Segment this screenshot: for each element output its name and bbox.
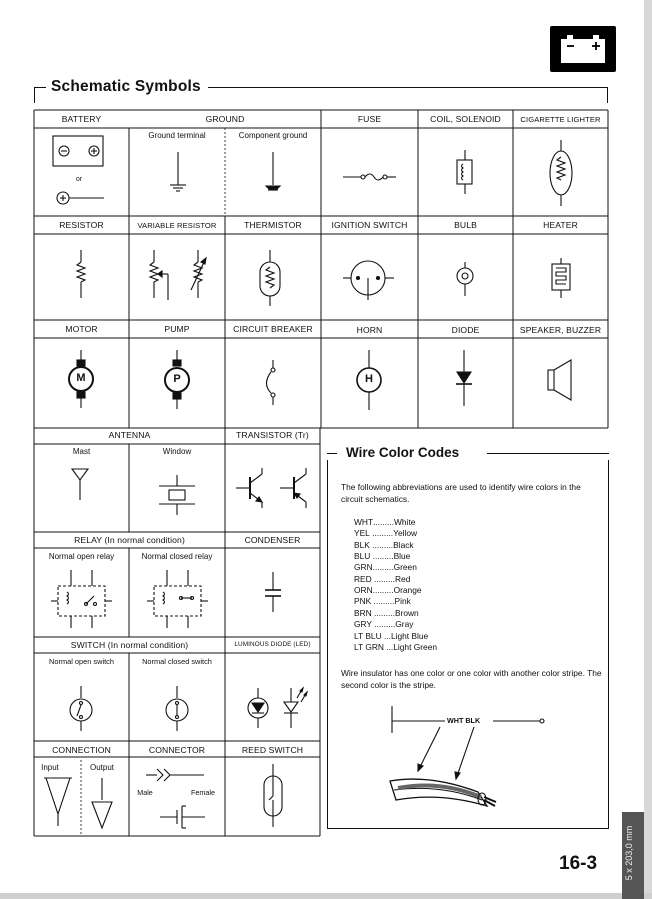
wire-code-row xyxy=(354,562,417,572)
luminous-diode-icon xyxy=(248,688,307,728)
relay-closed-icon xyxy=(147,570,208,628)
label-switch-open: Normal open switch xyxy=(49,657,114,666)
wire-code-dots: ......... xyxy=(371,573,395,584)
circuit-breaker-icon xyxy=(267,360,276,405)
label-connection-output: Output xyxy=(89,763,114,772)
wire-code-name: Blue xyxy=(393,551,411,562)
wire-code-name: Red xyxy=(394,573,411,584)
wire-code-dots: ......... xyxy=(369,528,394,539)
bulb-icon xyxy=(457,262,473,296)
switch-open-icon xyxy=(70,686,92,731)
transistor-icon xyxy=(236,468,306,508)
motor-letter: M xyxy=(76,372,86,384)
label-horn: HORN xyxy=(356,325,383,335)
label-antenna: ANTENNA xyxy=(108,430,151,440)
label-connector-male: Male xyxy=(137,788,153,797)
label-cigarette-lighter: CIGARETTE LIGHTER xyxy=(520,115,601,124)
wire-code-row xyxy=(354,608,419,618)
wire-code-dots: ......... xyxy=(372,585,394,596)
heater-icon xyxy=(552,258,570,298)
wire-code-dots: ......... xyxy=(372,619,396,630)
connection-output-icon xyxy=(92,778,112,828)
wire-code-name: Light Blue xyxy=(390,630,429,641)
label-luminous-diode: LUMINOUS DIODE (LED) xyxy=(234,641,311,648)
wire-color-intro: The following abbreviations are used to identify wire colors in the circuit schematics. xyxy=(341,482,581,504)
wire-code-name: Brown xyxy=(394,607,419,618)
label-variable-resistor: VARIABLE RESISTOR xyxy=(137,221,217,230)
wire-code-abbr: BLK xyxy=(354,539,370,550)
diode-icon xyxy=(456,350,472,406)
wire-code-row xyxy=(354,585,422,595)
wire-code-dots: ......... xyxy=(369,539,394,550)
wire-code-abbr: BLU xyxy=(354,551,371,562)
label-fuse: FUSE xyxy=(357,114,382,124)
wire-code-abbr: LT BLU xyxy=(354,630,382,641)
label-relay-closed: Normal closed relay xyxy=(141,552,213,561)
wire-code-row xyxy=(354,619,413,629)
wire-code-row xyxy=(354,551,410,561)
wire-code-name: Black xyxy=(393,539,414,550)
wire-code-dots: ... xyxy=(381,630,391,641)
wire-code-dots: ......... xyxy=(372,562,394,573)
wire-code-abbr: BRN xyxy=(354,607,372,618)
label-heater: HEATER xyxy=(543,220,578,230)
connector-icon xyxy=(146,769,205,828)
label-antenna-window: Window xyxy=(162,447,192,456)
label-switch-closed: Normal closed switch xyxy=(142,657,212,666)
label-battery-or: or xyxy=(75,176,83,183)
label-coil-solenoid: COIL, SOLENOID xyxy=(430,114,501,124)
wire-code-dots: ... xyxy=(383,641,394,652)
wire-code-name: Green xyxy=(393,562,417,573)
wire-code-row xyxy=(354,631,428,641)
wire-code-abbr: ORN xyxy=(354,585,373,596)
wire-code-abbr: YEL xyxy=(354,528,370,539)
variable-resistor-icon xyxy=(150,250,206,300)
page-number: 16-3 xyxy=(559,853,598,874)
connection-input-icon xyxy=(44,778,72,826)
label-connection-input: Input xyxy=(41,763,59,772)
antenna-window-icon xyxy=(159,475,195,515)
label-reed-switch: REED SWITCH xyxy=(241,745,304,755)
wire-code-name: Gray xyxy=(395,619,414,630)
label-battery: BATTERY xyxy=(61,114,102,124)
page-edge-bottom xyxy=(0,893,652,899)
wire-code-row xyxy=(354,596,411,606)
wire-code-abbr: GRY xyxy=(354,619,372,630)
wire-code-dots: ......... xyxy=(370,551,394,562)
ground-terminal-icon xyxy=(170,152,186,191)
resistor-icon xyxy=(77,250,85,298)
label-pump: PUMP xyxy=(164,324,190,334)
label-relay-open: Normal open relay xyxy=(48,552,115,561)
battery-alt-symbol-icon xyxy=(57,192,104,204)
label-circuit-breaker: CIRCUIT BREAKER xyxy=(233,324,313,334)
label-ground-terminal: Ground terminal xyxy=(148,131,206,140)
reed-switch-icon xyxy=(264,764,282,827)
label-ignition-switch: IGNITION SWITCH xyxy=(331,220,408,230)
wire-code-abbr: WHT xyxy=(354,517,374,527)
relay-open-icon xyxy=(51,570,112,628)
label-speaker-buzzer: SPEAKER, BUZZER xyxy=(519,325,602,335)
label-connector-female: Female xyxy=(191,788,215,797)
label-transistor: TRANSISTOR (Tr) xyxy=(236,430,309,440)
label-thermistor: THERMISTOR xyxy=(244,220,302,230)
ignition-switch-icon xyxy=(343,261,394,300)
side-caption: 5 x 203,0 mm xyxy=(624,825,634,881)
coil-solenoid-icon xyxy=(457,150,472,194)
wire-code-row xyxy=(354,642,437,652)
wire-code-dots: ......... xyxy=(371,596,395,607)
wire-code-row xyxy=(354,574,410,584)
wire-code-dots: ......... xyxy=(373,517,395,527)
label-component-ground: Component ground xyxy=(238,131,308,140)
component-ground-icon xyxy=(266,152,280,190)
wire-code-row xyxy=(354,540,414,550)
condenser-icon xyxy=(265,572,281,612)
antenna-mast-icon xyxy=(72,469,88,500)
wire-color-note: Wire insulator has one color or one color with another color stripe. The second color is the stripe. xyxy=(341,668,602,690)
label-motor: MOTOR xyxy=(65,324,98,334)
label-connector: CONNECTOR xyxy=(148,745,206,755)
fuse-symbol-icon xyxy=(343,174,396,180)
label-antenna-mast: Mast xyxy=(72,447,91,456)
section-title: Schematic Symbols xyxy=(51,78,201,95)
wire-code-abbr: GRN xyxy=(354,562,373,573)
battery-symbol-icon xyxy=(53,136,103,166)
label-diode: DIODE xyxy=(451,325,480,335)
thermistor-icon xyxy=(260,250,280,306)
label-connection: CONNECTION xyxy=(52,745,111,755)
horn-letter: H xyxy=(365,373,373,385)
wire-code-name: Light Green xyxy=(393,641,438,652)
wire-code-name: Pink xyxy=(394,596,411,607)
wire-code-abbr: RED xyxy=(354,573,372,584)
cigarette-lighter-icon xyxy=(550,140,572,206)
label-bulb: BULB xyxy=(454,220,477,230)
label-relay: RELAY (In normal condition) xyxy=(74,535,185,545)
wire-code-abbr: PNK xyxy=(354,596,372,607)
speaker-icon xyxy=(548,360,571,400)
wire-code-dots: ......... xyxy=(371,607,395,618)
page-edge-right xyxy=(644,0,652,899)
label-condenser: CONDENSER xyxy=(244,535,301,545)
wire-color-title: Wire Color Codes xyxy=(346,445,460,460)
wire-code-name: Yellow xyxy=(393,528,418,539)
label-resistor: RESISTOR xyxy=(59,220,104,230)
wire-code-row xyxy=(354,528,417,538)
wire-code-name: White xyxy=(394,517,416,527)
label-ground: GROUND xyxy=(205,114,245,124)
wire-code-name: Orange xyxy=(393,585,422,596)
label-switch: SWITCH (In normal condition) xyxy=(70,640,189,650)
wire-code-abbr: LT GRN xyxy=(354,641,384,652)
wire-example-tag: WHT BLK xyxy=(447,716,481,725)
pump-letter: P xyxy=(173,373,181,385)
wire-code-row xyxy=(354,517,415,527)
switch-closed-icon xyxy=(166,686,188,731)
